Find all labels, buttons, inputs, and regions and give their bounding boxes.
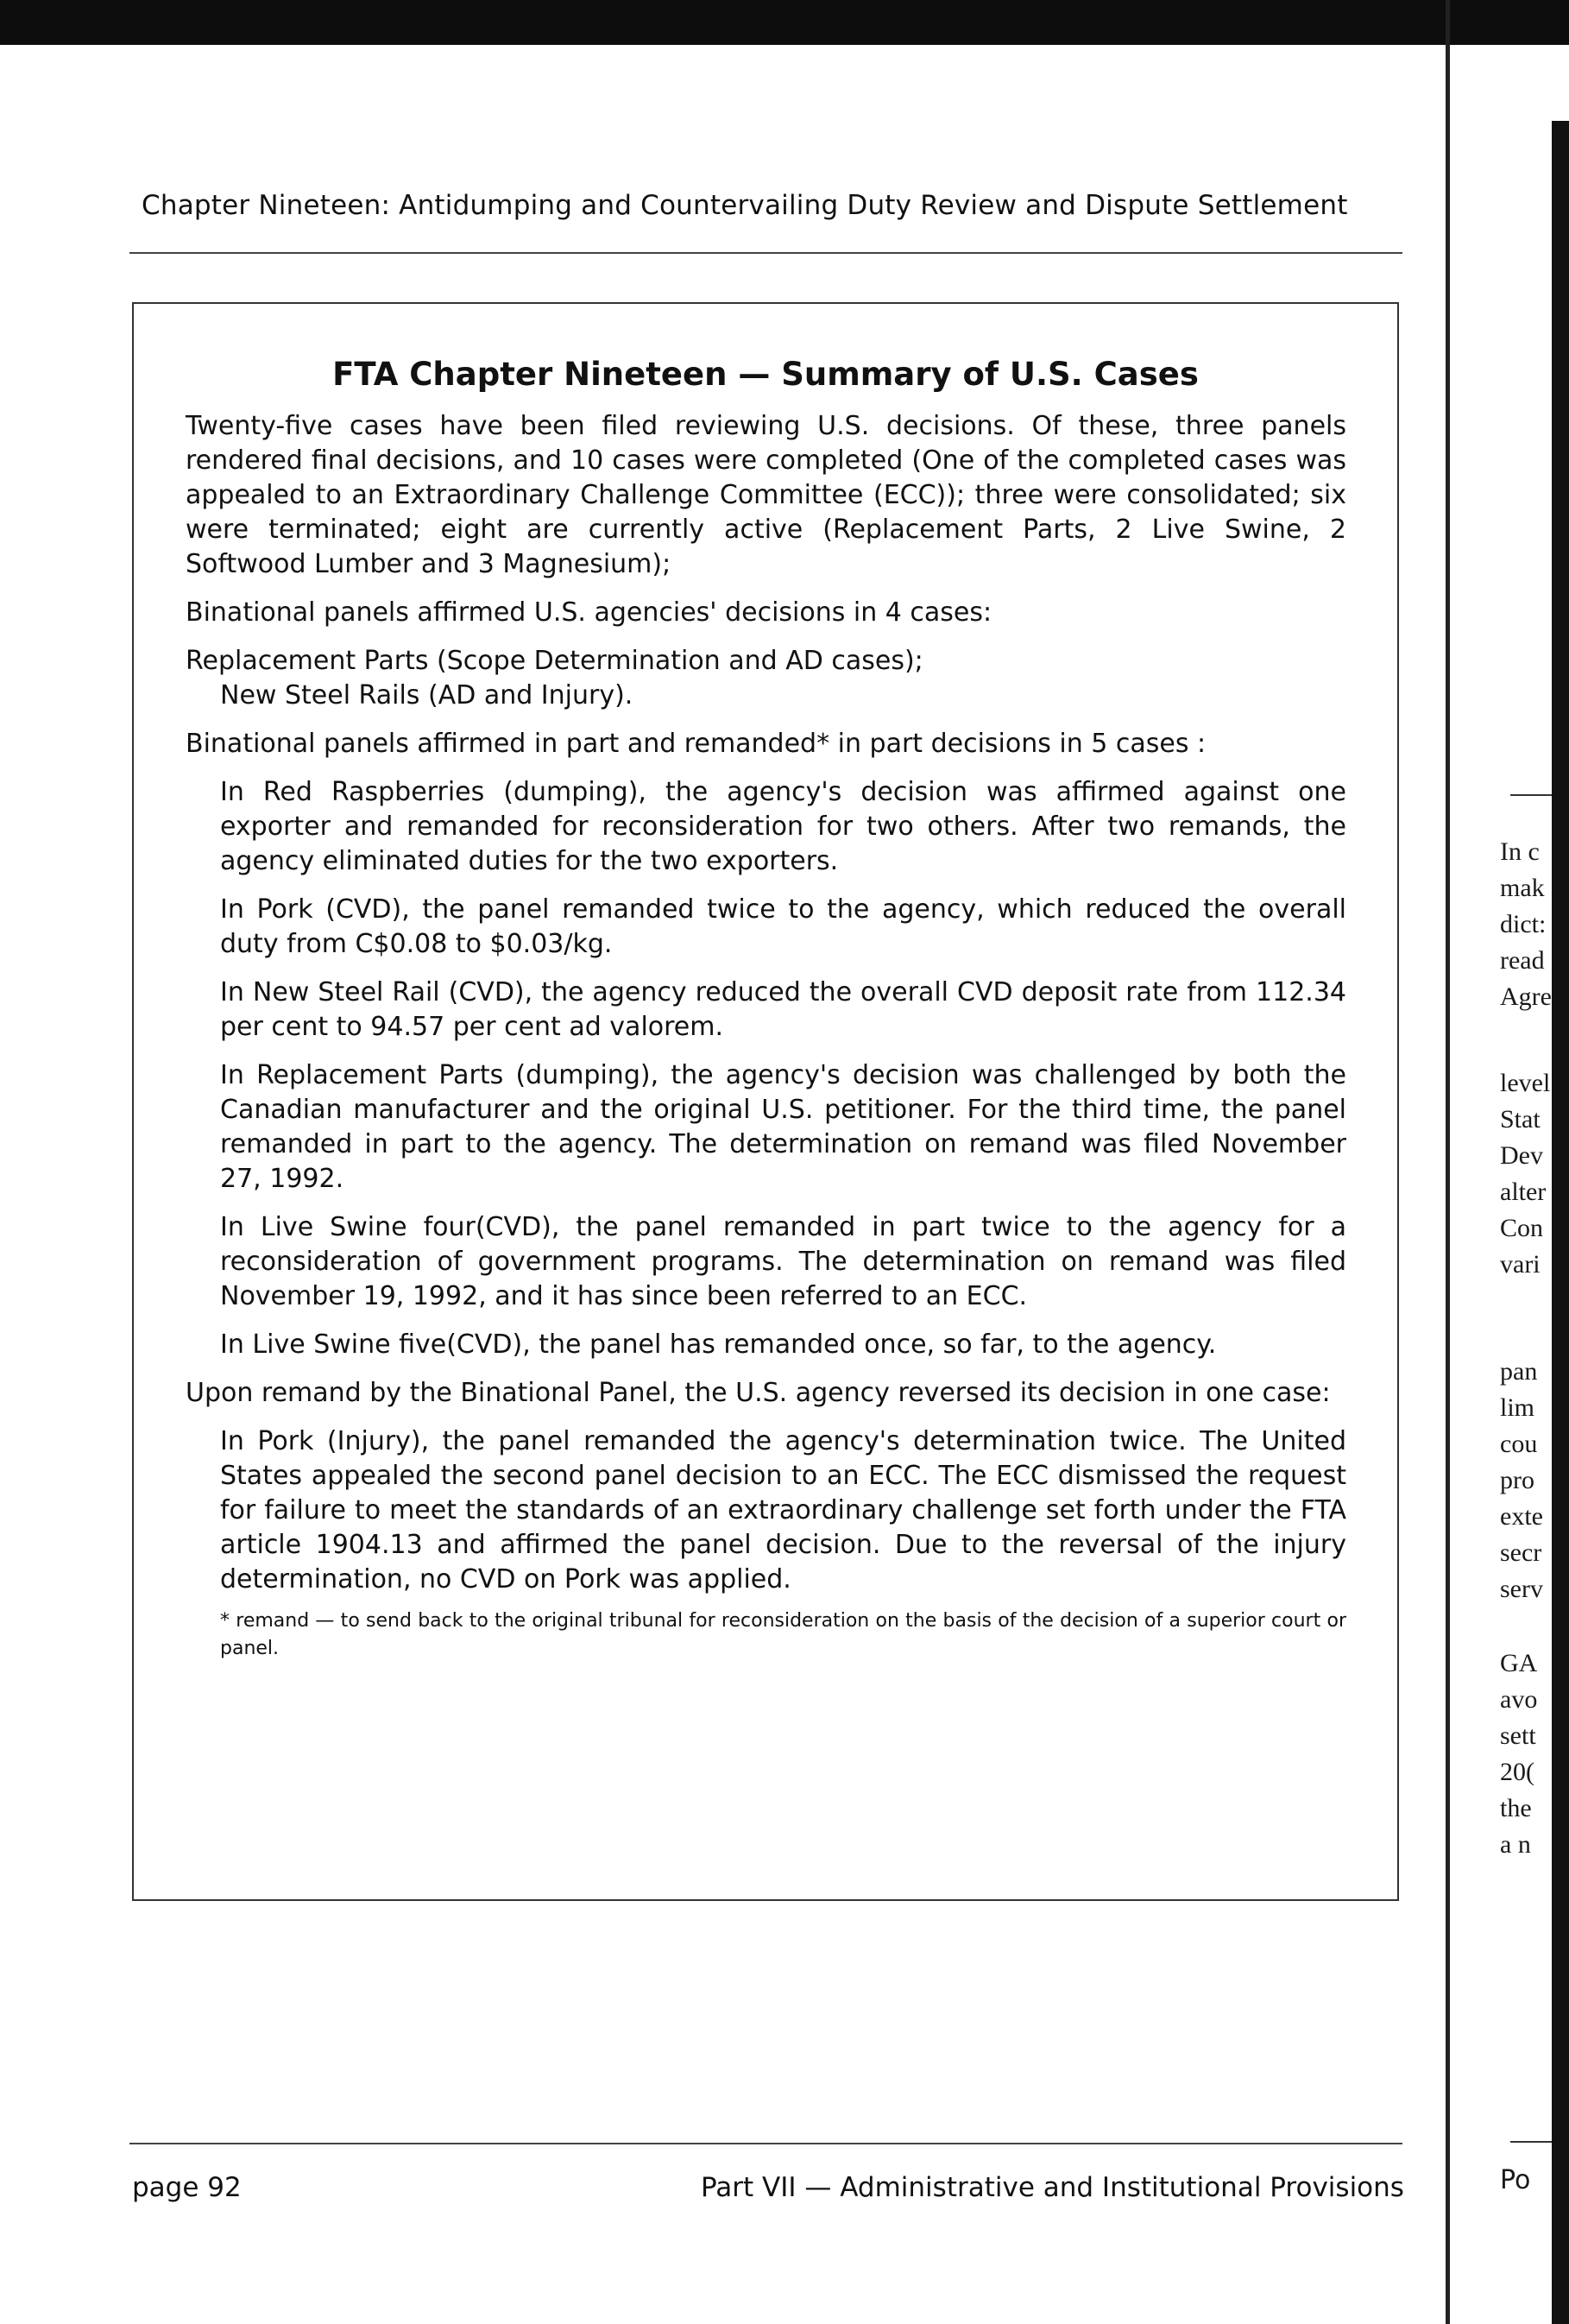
- scan-top-border: [0, 0, 1569, 45]
- facing-page-line: read: [1500, 946, 1545, 975]
- facing-page-line: dict:: [1500, 910, 1547, 938]
- header-rule: [129, 252, 1402, 254]
- scan-right-edge: [1552, 121, 1569, 2324]
- facing-page-line: cou: [1500, 1430, 1538, 1458]
- remanded-item: In Live Swine five(CVD), the panel has remanded once, so far, to the agency.: [220, 1329, 1217, 1360]
- section-label: Part VII — Administrative and Institutional Provisions: [701, 2172, 1404, 2203]
- facing-page-line: lim: [1500, 1393, 1535, 1422]
- facing-page-line: In c: [1500, 837, 1540, 866]
- reversed-heading: Upon remand by the Binational Panel, the U.S. agency reversed its decision in one case:: [186, 1378, 1331, 1408]
- affirmed-line-1: Replacement Parts (Scope Determination and AD cases);: [186, 646, 923, 676]
- facing-page-line: Con: [1500, 1214, 1544, 1242]
- intro-paragraph: Twenty-five cases have been filed reviewing U.S. decisions. Of these, three panels rendered final decisions, and 10 cases were completed (One of the completed cases was appealed to an Extraordinary Challenge Committee (ECC)); three were consolidated; six were terminated; eight are currently active (Replacement Parts, 2 Live Swine, 2 Softwood Lumber and 3 Magnesium);: [186, 411, 1346, 579]
- facing-page-line: pan: [1500, 1357, 1538, 1386]
- facing-page-line: the: [1500, 1794, 1532, 1822]
- facing-page-line: level: [1500, 1069, 1551, 1097]
- affirmed-heading: Binational panels affirmed U.S. agencies' decisions in 4 cases:: [186, 597, 992, 628]
- facing-page-line: sett: [1500, 1721, 1536, 1750]
- facing-page-line: exte: [1500, 1502, 1543, 1531]
- page-number: page 92: [132, 2172, 242, 2203]
- facing-page-line: pro: [1500, 1466, 1534, 1494]
- facing-page-line: avo: [1500, 1685, 1538, 1714]
- facing-page-line: Stat: [1500, 1105, 1541, 1134]
- reversed-item: In Pork (Injury), the panel remanded the agency's determination twice. The United States appealed the second panel decision to an ECC. The ECC dismissed the request for failure to meet the standards of an extraordinary challenge set forth under the FTA article 1904.13 and affirmed the panel decision. Due to the reversal of the injury determination, no CVD on Pork was applied.: [220, 1426, 1346, 1595]
- facing-page-line: a n: [1500, 1830, 1531, 1859]
- footer-rule: [129, 2143, 1402, 2144]
- facing-page-line: GA: [1500, 1649, 1538, 1677]
- remanded-item: In Red Raspberries (dumping), the agency's decision was affirmed against one exporter and remanded for reconsideration for two others. After two remands, the agency eliminated duties for the two exporters.: [220, 777, 1346, 876]
- box-content: [186, 409, 1346, 1663]
- remanded-item: In Pork (CVD), the panel remanded twice to the agency, which reduced the overall duty from C$0.08 to $0.03/kg.: [220, 894, 1346, 959]
- facing-page-line: Agre: [1500, 982, 1552, 1011]
- running-header: Chapter Nineteen: Antidumping and Countervailing Duty Review and Dispute Settlement: [142, 190, 1348, 221]
- remanded-heading: Binational panels affirmed in part and remanded* in part decisions in 5 cases :: [186, 729, 1207, 759]
- footnote: * remand — to send back to the original tribunal for reconsideration on the basis of the decision of a superior court or panel.: [220, 1610, 1346, 1659]
- facing-page-line: vari: [1500, 1250, 1541, 1279]
- summary-box: [132, 302, 1399, 1901]
- remanded-item: In Replacement Parts (dumping), the agency's decision was challenged by both the Canadian manufacturer and the original U.S. petitioner. For the third time, the panel remanded in part to the agency. The determination on remand was filed November 27, 1992.: [220, 1060, 1346, 1194]
- facing-page-line: secr: [1500, 1538, 1542, 1567]
- facing-page-line: Dev: [1500, 1141, 1543, 1170]
- facing-page-line: 20(: [1500, 1758, 1534, 1786]
- affirmed-line-2: New Steel Rails (AD and Injury).: [220, 680, 633, 710]
- remanded-item: In Live Swine four(CVD), the panel remanded in part twice to the agency for a reconsideration of government programs. The determination on remand was filed November 19, 1992, and it has since been referred to an ECC.: [220, 1212, 1346, 1311]
- remanded-item: In New Steel Rail (CVD), the agency reduced the overall CVD deposit rate from 112.34 per cent to 94.57 per cent ad valorem.: [220, 977, 1346, 1042]
- facing-page-line: alter: [1500, 1178, 1547, 1206]
- facing-page-footer: Po: [1500, 2165, 1531, 2195]
- box-title: FTA Chapter Nineteen — Summary of U.S. Cases: [332, 356, 1199, 393]
- facing-page-line: serv: [1500, 1575, 1543, 1603]
- facing-page-line: mak: [1500, 874, 1545, 902]
